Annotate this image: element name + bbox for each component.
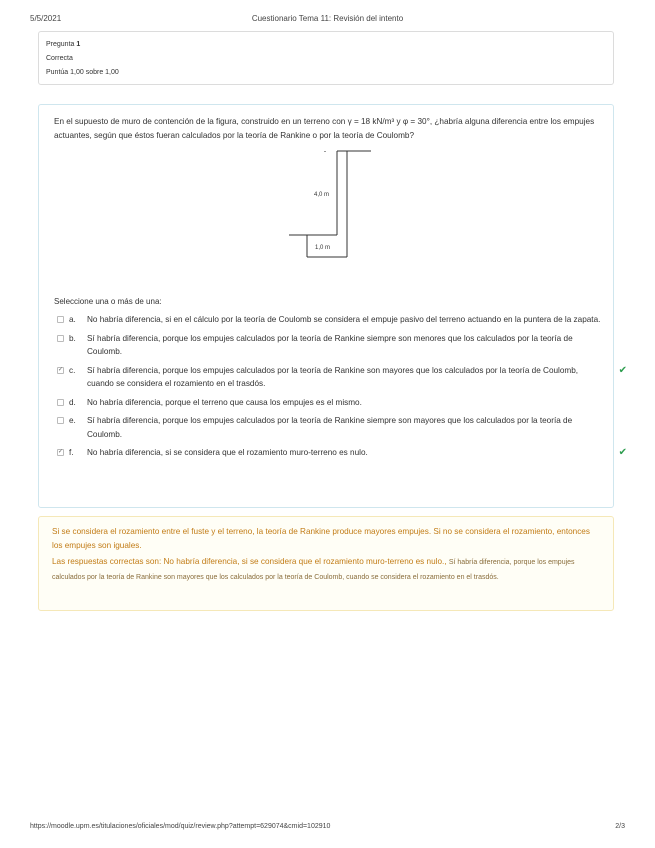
question-number-value: 1 [76,41,81,48]
answer-text: Sí habría diferencia, porque los empujes calculados por la teoría de Rankine siempre son menores que los calculados por la teoría de Coulomb. [87,333,573,356]
answer-option-b[interactable] [57,332,607,359]
answer-letter: c. [69,365,76,375]
correct-check-icon: ✔ [618,364,627,376]
answer-text: Sí habría diferencia, porque los empujes calculados por la teoría de Rankine siempre son mayores que los calculados por la teoría de Coulomb. [87,416,573,439]
answer-text: No habría diferencia, si en el cálculo por la teoría de Coulomb se considera el empuje pasivo del terreno actuando en la puntera de la zapata. [87,315,601,324]
correct-answers-feedback [52,555,600,584]
answer-checkbox[interactable] [57,417,64,424]
feedback-panel [38,516,614,611]
figure-height-label: 4,0 m [314,192,330,198]
correct-answers-lead: Las respuestas correctas son: No habría diferencia, si se considera que el rozamiento muro-terreno es nulo., [52,557,447,566]
answer-option-d[interactable] [57,396,607,410]
answer-letter: d. [69,397,76,407]
question-content [38,104,627,508]
correct-check-icon: ✔ [618,447,627,458]
answer-prompt: Seleccione una o más de una: [54,297,162,306]
answer-checkbox-checked[interactable]: ✓ [58,366,64,373]
answer-letter: a. [69,315,76,324]
answer-letter: f. [69,448,74,457]
question-info-panel [38,31,614,85]
answer-option-c[interactable] [57,364,627,391]
answer-list [57,313,627,465]
figure-base-label: 1,0 m [315,245,331,251]
question-score: Puntúa 1,00 sobre 1,00 [46,69,119,76]
answer-checkbox-checked[interactable]: ✓ [58,449,64,455]
answer-option-f[interactable] [57,446,627,460]
retaining-wall-figure [39,143,615,273]
answer-option-e[interactable] [57,414,607,441]
answer-option-a[interactable] [57,313,607,327]
correct-answers-rest: Sí habría diferencia, porque los empujes calculados por la teoría de Rankine son mayores que los calculados por la teoría de Coulomb, cuando se considera el rozamiento en el trasdós. [52,559,575,581]
answer-checkbox[interactable] [57,335,64,342]
answer-checkbox[interactable] [57,316,64,323]
answer-text: No habría diferencia, si se considera que el rozamiento muro-terreno es nulo. [87,448,368,457]
question-number: Pregunta 1 [46,41,81,48]
answer-text: Sí habría diferencia, porque los empujes calculados por la teoría de Rankine son mayores que los calculados por la teoría de Coulomb, cuando se considera el rozamiento en el trasdós. [87,365,579,388]
print-title: Cuestionario Tema 11: Revisión del intento [251,14,404,23]
answer-checkbox[interactable] [57,399,64,406]
answer-letter: b. [69,333,76,343]
general-feedback: Si se considera el rozamiento entre el fuste y el terreno, la teoría de Rankine produce mayores empujes. Si no se considera el rozamiento, entonces los empujes son iguales. [52,527,590,550]
question-status: Correcta [46,55,73,62]
print-footer-page: 2/3 [615,823,625,830]
print-date: 5/5/2021 [30,14,62,23]
answer-text: No habría diferencia, porque el terreno que causa los empujes es el mismo. [87,397,362,407]
print-footer-url: https://moodle.upm.es/titulaciones/oficiales/mod/quiz/review.php?attempt=629074&cmid=102910 [30,823,331,830]
question-text: En el supuesto de muro de contención de la figura, construido en un terreno con γ = 18 kN/m³ y φ = 30°, ¿habría alguna diferencia entre los empujes actuantes, según que éstos fueran calculados por la teoría de Rankine o por la teoría de Coulomb? [54,117,595,140]
answer-letter: e. [69,416,76,425]
